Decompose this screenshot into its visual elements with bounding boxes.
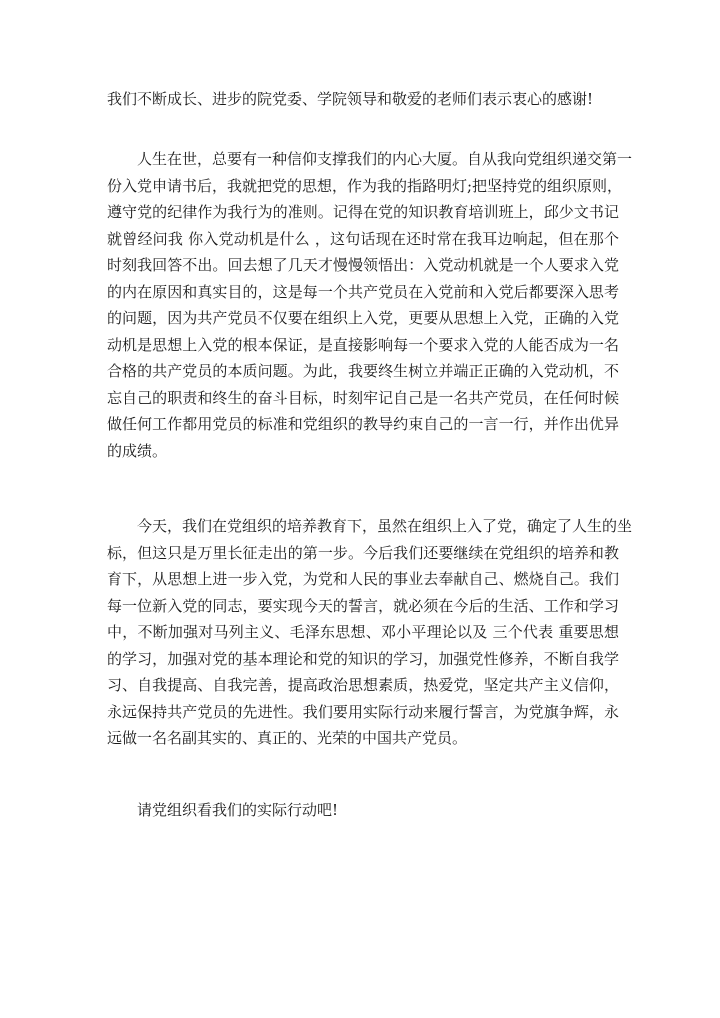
text-line: 做任何工作都用党员的标准和党组织的教导约束自己的一言一行，并作出优异 [107, 415, 619, 433]
text-line: 的学习，加强对党的基本理论和党的知识的学习，加强党性修养，不断自我学 [107, 649, 619, 668]
text-line: 习、自我提高、自我完善，提高政治思想素质，热爱党，坚定共产主义信仰， [107, 676, 619, 694]
text-line: 合格的共产党员的本质问题。为此，我要终生树立并端正正确的入党动机，不 [107, 362, 619, 380]
text-line: 的内在原因和真实目的，这是每一个共产党员在入党前和入党后都要深入思考 [107, 282, 619, 301]
paragraph-future-commitment [107, 513, 633, 752]
text-line: 我们不断成长、进步的院党委、学院领导和敬爱的老师们表示衷心的感谢! [107, 90, 594, 108]
paragraph-closing-call [107, 797, 619, 824]
paragraph-faith-motivation [107, 146, 633, 464]
text-line: 人生在世，总要有一种信仰支撑我们的内心大厦。自从我向党组织递交第一 [137, 150, 633, 168]
text-line: 份入党申请书后，我就把党的思想，作为我的指路明灯;把坚持党的组织原则， [107, 176, 623, 195]
paragraph-closing-thanks [107, 86, 619, 113]
text-line: 远做一名名副其实的、真正的、光荣的中国共产党员。 [107, 729, 468, 747]
text-line: 就曾经问我 你入党动机是什么 ，这句话现在还时常在我耳边响起，但在那个 [107, 229, 619, 248]
text-line: 忘自己的职责和终生的奋斗目标，时刻牢记自己是一名共产党员，在任何时候 [107, 388, 619, 407]
text-line: 每一位新入党的同志，要实现今天的誓言，就必须在今后的生活、工作和学习 [107, 596, 619, 615]
text-line: 今天，我们在党组织的培养教育下，虽然在组织上入了党，确定了人生的坐 [137, 517, 633, 535]
text-line: 的成绩。 [107, 441, 168, 460]
text-line: 标，但这只是万里长征走出的第一步。今后我们还要继续在党组织的培养和教 [107, 543, 619, 562]
text-line: 请党组织看我们的实际行动吧! [137, 801, 339, 819]
text-line: 永远保持共产党员的先进性。我们要用实际行动来履行誓言，为党旗争辉，永 [107, 702, 619, 721]
text-line: 时刻我回答不出。回去想了几天才慢慢领悟出：入党动机就是一个人要求入党 [107, 256, 619, 274]
text-line: 的问题，因为共产党员不仅要在组织上入党，更要从思想上入党，正确的入党 [107, 309, 619, 327]
text-line: 遵守党的纪律作为我行为的准则。记得在党的知识教育培训班上，邱少文书记 [107, 203, 619, 221]
text-line: 育下，从思想上进一步入党，为党和人民的事业去奉献自己、燃烧自己。我们 [107, 570, 619, 588]
text-line: 动机是思想上入党的根本保证，是直接影响每一个要求入党的人能否成为一名 [107, 335, 619, 354]
text-line: 中，不断加强对马列主义、毛泽东思想、邓小平理论以及 三个代表 重要思想 [107, 623, 619, 641]
